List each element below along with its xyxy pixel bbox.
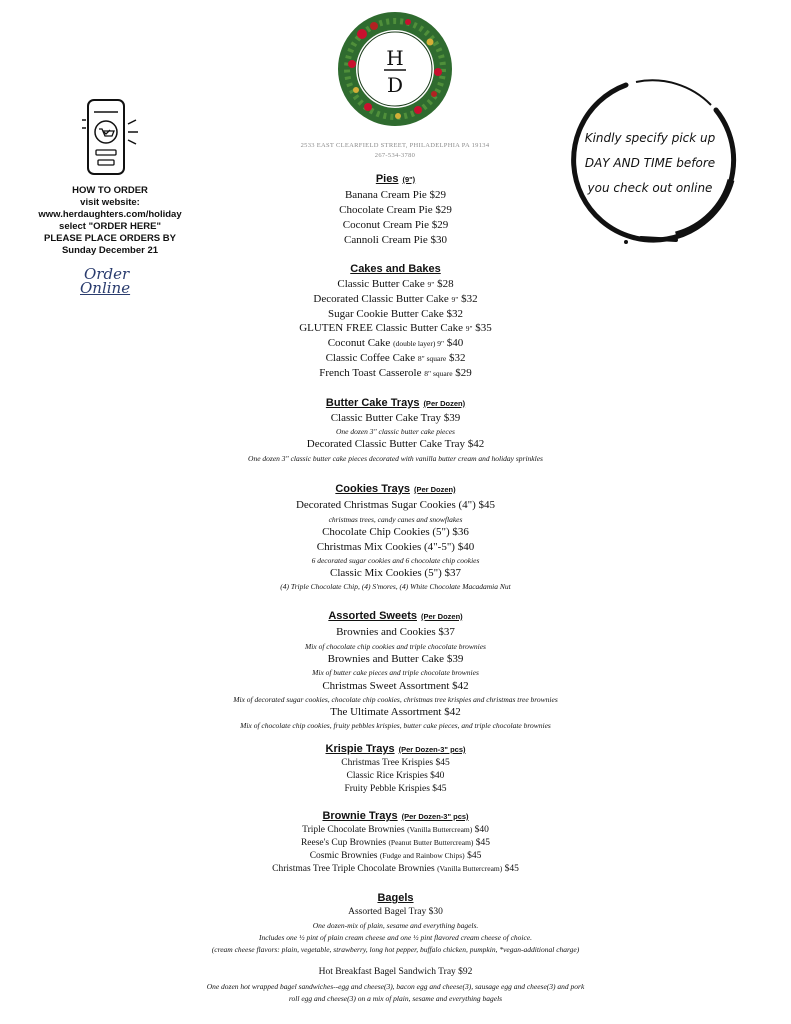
menu-item: Brownies and Cookies $37 [336,626,455,638]
item-description: Includes one ½ pint of plain cream cheese and one ½ pint flavored cream cheese of choice. [258,933,533,942]
item-description: One dozen hot wrapped bagel sandwiches--egg and cheese(3), bacon egg and cheese(3), sausage egg and cheese(3) and pork [206,982,585,991]
menu-item: The Ultimate Assortment $42 [330,706,461,718]
menu-item: Coconut Cake (double layer) 9" $40 [327,337,464,349]
menu-item: Classic Mix Cookies (5") $37 [330,567,461,579]
menu-item: Chocolate Cream Pie $29 [339,204,452,216]
section-title-pies: Pies (9") [375,173,416,185]
menu-item: Fruity Pebble Krispies $45 [344,784,447,794]
menu-item: Cannoli Cream Pie $30 [344,234,447,246]
menu-item: GLUTEN FREE Classic Butter Cake 9" $35 [299,322,492,334]
section-title-butter-trays: Butter Cake Trays (Per Dozen) [325,397,466,409]
item-description: Mix of decorated sugar cookies, chocolate chip cookies, christmas tree krispies and christmas tree brownies [233,695,558,704]
how-to-order-line1: visit website: [80,197,140,208]
item-description: One dozen 3" classic butter cake pieces decorated with vanilla butter cream and holiday sprinkles [248,454,543,463]
website-link[interactable]: www.herdaughters.com/holiday [38,209,182,220]
address-phone: 267-534-3780 [374,152,416,159]
phone-cart-icon [80,98,144,178]
item-description: Mix of chocolate chip cookies and triple chocolate brownies [305,642,486,651]
menu-item: Chocolate Chip Cookies (5") $36 [322,526,469,538]
note-line1: Kindly specify pick up [584,131,716,145]
menu-item: Christmas Tree Triple Chocolate Brownies (Vanilla Buttercream) $45 [272,864,519,874]
item-description: Mix of chocolate chip cookies, fruity pebbles krispies, butter cake pieces, and triple chocolate brownies [240,721,551,730]
menu-item: Coconut Cream Pie $29 [342,219,449,231]
menu-item: Cosmic Brownies (Fudge and Rainbow Chips) $45 [309,851,482,861]
menu-item: Classic Butter Cake Tray $39 [330,412,461,424]
menu-item: Brownies and Butter Cake $39 [327,653,464,665]
menu-item: Decorated Classic Butter Cake 9" $32 [313,293,478,305]
item-description: roll egg and cheese(3) on a mix of plain, sesame and everything bagels [288,994,503,1003]
section-title-bagels: Bagels [377,892,414,904]
how-to-order-line4: PLEASE PLACE ORDERS BY [44,233,176,244]
wreath-logo [338,12,452,126]
order-online-word1: Order [84,265,130,283]
how-to-order-line3: select "ORDER HERE" [59,221,161,232]
section-title-sweets: Assorted Sweets (Per Dozen) [328,610,463,622]
menu-item: French Toast Casserole 8" square $29 [319,367,472,379]
item-description: (4) Triple Chocolate Chip, (4) S'mores, (4) White Chocolate Macadamia Nut [280,582,511,591]
menu-item: Classic Butter Cake 9" $28 [337,278,454,290]
note-line2: DAY AND TIME before [584,156,716,170]
item-description: 6 decorated sugar cookies and 6 chocolate chip cookies [311,556,480,565]
section-title-cookies: Cookies Trays (Per Dozen) [335,483,456,495]
section-title-brownie: Brownie Trays (Per Dozen-3" pcs) [322,810,469,822]
menu-item: Reese's Cup Brownies (Peanut Butter Buttercream) $45 [300,838,491,848]
menu-item: Banana Cream Pie $29 [344,189,447,201]
section-title-krispie: Krispie Trays (Per Dozen-3" pcs) [325,743,466,755]
menu-item: Decorated Classic Butter Cake Tray $42 [306,438,485,450]
menu-item: Christmas Sweet Assortment $42 [322,680,469,692]
menu-item: Classic Rice Krispies $40 [346,771,445,781]
menu-item: Hot Breakfast Bagel Sandwich Tray $92 [318,967,473,977]
item-description: One dozen-mix of plain, sesame and everything bagels. [312,921,479,930]
menu-item: Classic Coffee Cake 8" square $32 [325,352,466,364]
menu-item: Triple Chocolate Brownies (Vanilla Buttercream) $40 [302,825,489,835]
note-line3: you check out online [587,181,713,195]
menu-item: Christmas Mix Cookies (4"-5") $40 [316,541,475,553]
item-description: One dozen 3" classic butter cake pieces [336,427,455,436]
address-street: 2533 EAST CLEARFIELD STREET, PHILADELPHIA PA 19134 [300,142,490,149]
item-description: (cream cheese flavors: plain, vegetable, strawberry, long hot pepper, buffalo chicken, pumpkin, *vegan-additional charge) [211,945,580,954]
menu-item: Christmas Tree Krispies $45 [341,758,450,768]
logo-letter-top: H [386,46,404,70]
item-description: christmas trees, candy canes and snowflakes [328,515,463,524]
section-title-cakes: Cakes and Bakes [350,263,441,275]
menu-item: Sugar Cookie Butter Cake $32 [327,308,464,320]
menu-item: Assorted Bagel Tray $30 [348,907,443,917]
logo-letter-bottom: D [386,73,404,97]
order-deadline: Sunday December 21 [61,245,159,256]
menu-item: Decorated Christmas Sugar Cookies (4") $45 [295,499,496,511]
how-to-order-title: HOW TO ORDER [72,185,148,196]
item-description: Mix of butter cake pieces and triple chocolate brownies [312,668,479,677]
order-online-word2: Online [80,279,131,297]
